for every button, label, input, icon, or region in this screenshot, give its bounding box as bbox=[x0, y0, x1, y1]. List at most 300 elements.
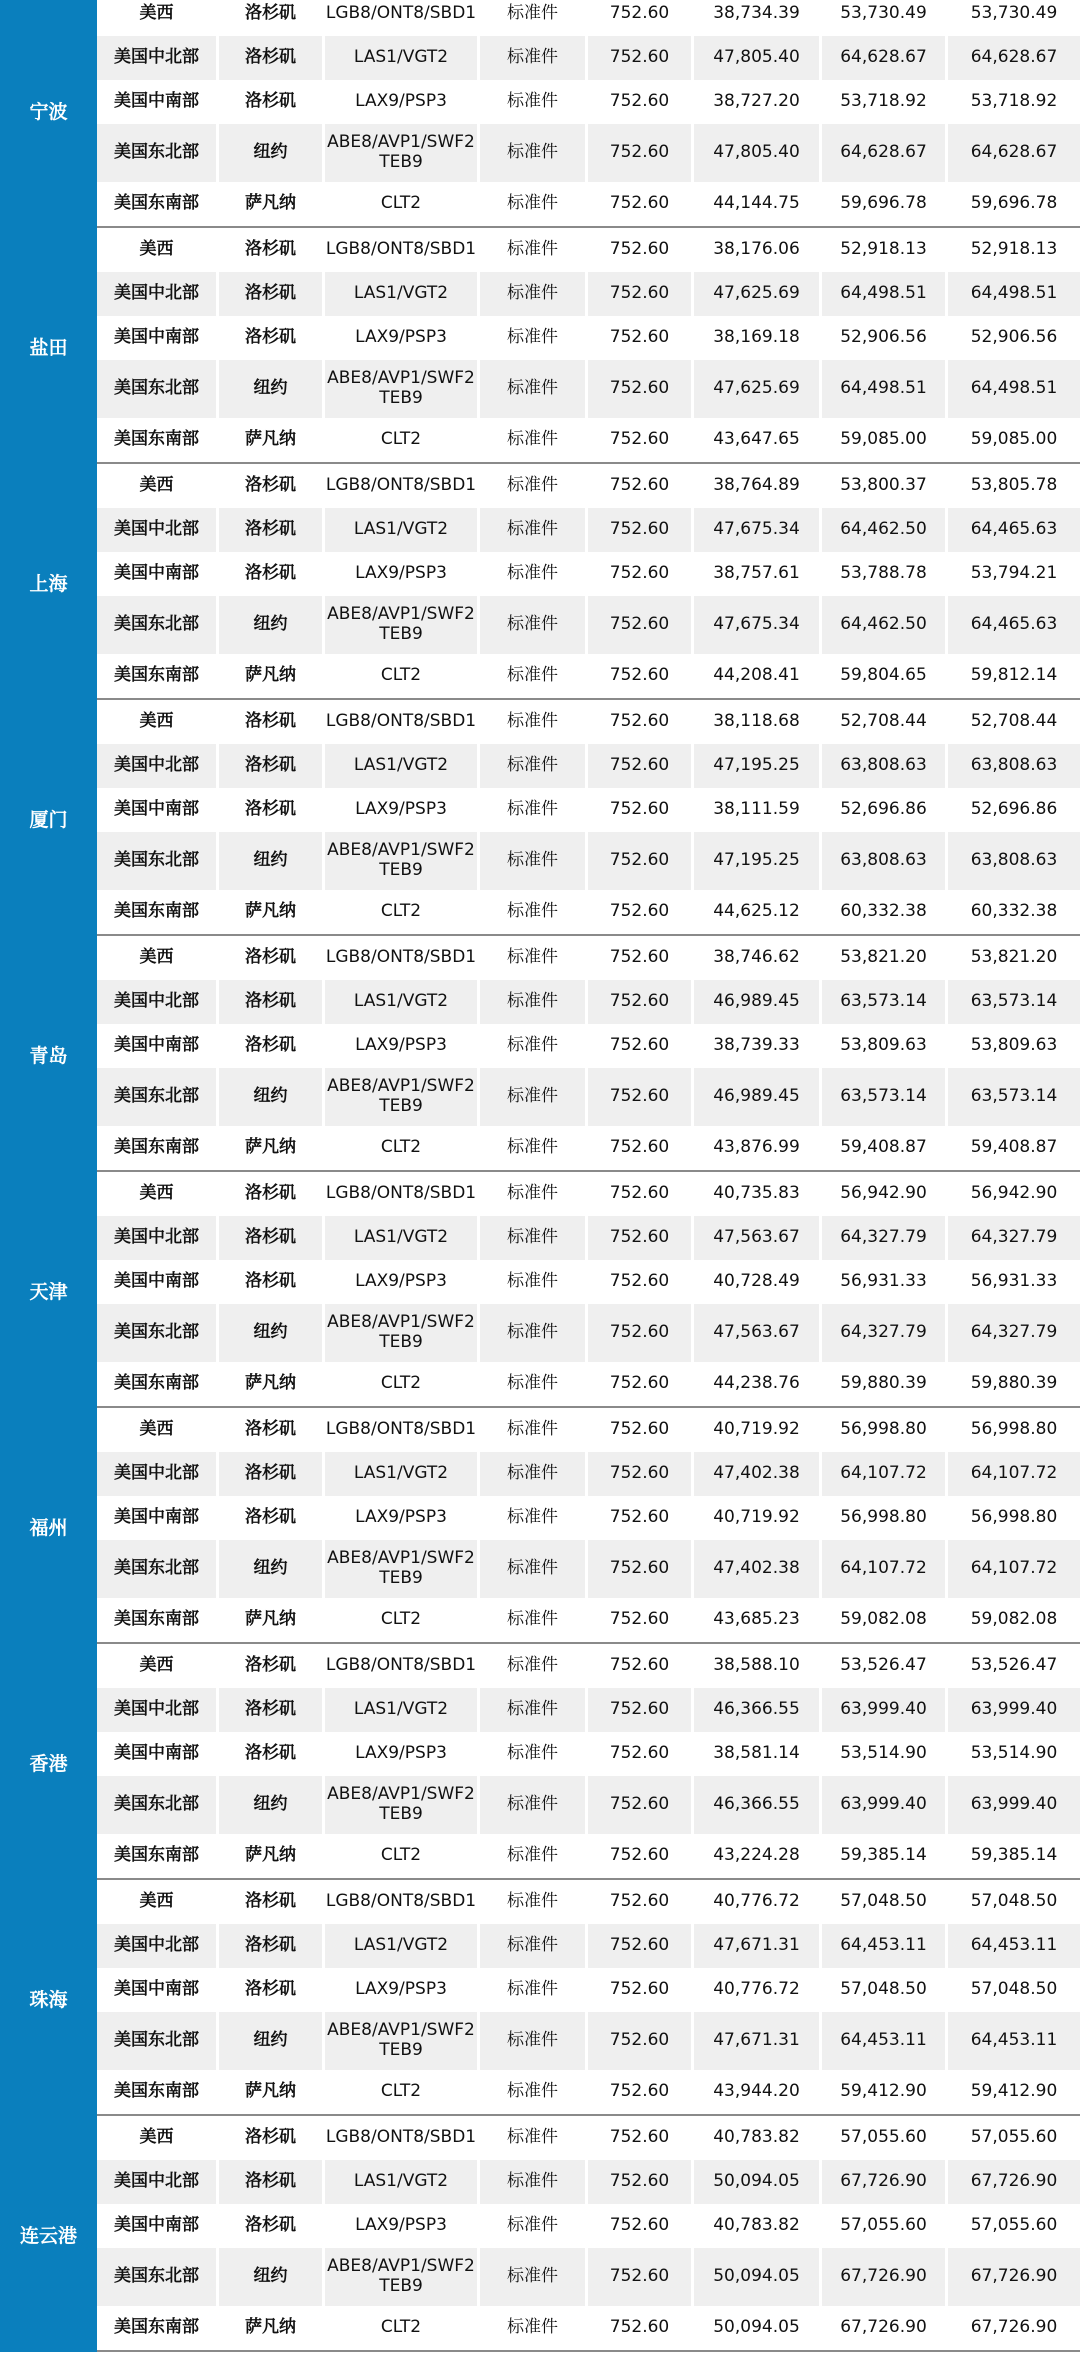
price-1-cell: 47,671.31 bbox=[694, 2012, 822, 2070]
city-cell: 洛杉矶 bbox=[219, 2160, 325, 2204]
city-cell: 萨凡纳 bbox=[219, 2070, 325, 2114]
price-3-cell: 59,412.90 bbox=[970, 2081, 1058, 2102]
type-cell: 标准件 bbox=[480, 1496, 588, 1540]
type-cell: 标准件 bbox=[480, 2012, 588, 2070]
table-row bbox=[97, 1496, 1080, 1540]
price-1-cell: 40,719.92 bbox=[694, 1496, 822, 1540]
warehouse-cell: ABE8/AVP1/SWF2 TEB9 bbox=[325, 1540, 480, 1598]
price-3-cell: 67,726.90 bbox=[948, 2248, 1080, 2306]
type-cell: 标准件 bbox=[480, 744, 588, 788]
city-cell: 洛杉矶 bbox=[219, 936, 325, 980]
type-cell: 标准件 bbox=[480, 1024, 588, 1068]
city-cell: 洛杉矶 bbox=[219, 1260, 325, 1304]
price-1-cell: 40,728.49 bbox=[694, 1260, 822, 1304]
table-row bbox=[97, 1068, 1080, 1126]
table-row bbox=[97, 182, 1080, 226]
warehouse-cell: CLT2 bbox=[325, 2070, 480, 2114]
price-3-cell: 64,465.63 bbox=[948, 508, 1080, 552]
price-1-cell: 38,727.20 bbox=[694, 80, 822, 124]
city-cell: 纽约 bbox=[219, 1068, 325, 1126]
unit-price-cell: 752.60 bbox=[588, 1126, 694, 1170]
table-row bbox=[97, 464, 1080, 508]
warehouse-cell: LGB8/ONT8/SBD1 bbox=[325, 464, 480, 508]
port-block bbox=[0, 1172, 1080, 1408]
port-block bbox=[0, 1408, 1080, 1644]
city-cell: 萨凡纳 bbox=[219, 418, 325, 462]
unit-price-cell: 752.60 bbox=[588, 744, 694, 788]
region-cell: 美西 bbox=[97, 1880, 219, 1924]
type-cell: 标准件 bbox=[480, 360, 588, 418]
type-cell: 标准件 bbox=[480, 552, 588, 596]
unit-price-cell: 752.60 bbox=[588, 700, 694, 744]
unit-price-cell: 752.60 bbox=[588, 1688, 694, 1732]
region-cell: 美西 bbox=[97, 936, 219, 980]
price-3-cell: 59,085.00 bbox=[970, 429, 1058, 450]
type-cell: 标准件 bbox=[480, 1126, 588, 1170]
warehouse-cell: LAX9/PSP3 bbox=[325, 316, 480, 360]
price-2-cell: 64,453.11 bbox=[822, 1924, 948, 1968]
price-1-cell: 46,989.45 bbox=[694, 980, 822, 1024]
warehouse-cell: LAS1/VGT2 bbox=[325, 1216, 480, 1260]
price-2-cell: 64,462.50 bbox=[822, 508, 948, 552]
type-cell: 标准件 bbox=[480, 1598, 588, 1642]
price-2-cell: 64,628.67 bbox=[822, 124, 948, 182]
region-cell: 美西 bbox=[97, 0, 219, 36]
type-cell: 标准件 bbox=[480, 832, 588, 890]
price-1-cell: 38,746.62 bbox=[694, 936, 822, 980]
type-cell: 标准件 bbox=[480, 700, 588, 744]
city-cell: 洛杉矶 bbox=[219, 1968, 325, 2012]
unit-price-cell: 752.60 bbox=[588, 1172, 694, 1216]
price-2-cell: 64,107.72 bbox=[822, 1540, 948, 1598]
region-cell: 美国中北部 bbox=[97, 272, 219, 316]
price-3-cell: 59,082.08 bbox=[970, 1609, 1058, 1630]
price-3-cell: 64,453.11 bbox=[948, 2012, 1080, 2070]
price-1-cell: 47,563.67 bbox=[694, 1304, 822, 1362]
warehouse-cell: CLT2 bbox=[325, 890, 480, 934]
table-row bbox=[97, 1732, 1080, 1776]
city-cell: 纽约 bbox=[219, 1540, 325, 1598]
region-cell: 美西 bbox=[97, 1408, 219, 1452]
table-row bbox=[97, 1172, 1080, 1216]
warehouse-cell: LAS1/VGT2 bbox=[325, 2160, 480, 2204]
price-3-cell: 64,628.67 bbox=[948, 124, 1080, 182]
price-1-cell: 43,876.99 bbox=[694, 1126, 822, 1170]
table-row bbox=[97, 2012, 1080, 2070]
price-2-cell: 63,999.40 bbox=[822, 1776, 948, 1834]
unit-price-cell: 752.60 bbox=[588, 2116, 694, 2160]
city-cell: 洛杉矶 bbox=[219, 228, 325, 272]
type-cell: 标准件 bbox=[480, 80, 588, 124]
price-1-cell: 38,176.06 bbox=[694, 228, 822, 272]
type-cell: 标准件 bbox=[480, 1968, 588, 2012]
price-3-cell: 59,385.14 bbox=[970, 1845, 1058, 1866]
unit-price-cell: 752.60 bbox=[588, 936, 694, 980]
block-divider bbox=[97, 2350, 1080, 2352]
warehouse-cell: LAX9/PSP3 bbox=[325, 552, 480, 596]
price-2-cell: 52,906.56 bbox=[822, 316, 948, 360]
price-1-cell: 47,671.31 bbox=[694, 1924, 822, 1968]
city-cell: 洛杉矶 bbox=[219, 1644, 325, 1688]
type-cell: 标准件 bbox=[480, 1688, 588, 1732]
price-2-cell: 63,808.63 bbox=[822, 832, 948, 890]
port-label: 厦门 bbox=[0, 700, 97, 937]
type-cell: 标准件 bbox=[480, 2306, 588, 2350]
type-cell: 标准件 bbox=[480, 788, 588, 832]
region-cell: 美国中北部 bbox=[97, 1924, 219, 1968]
price-3-cell: 53,730.49 bbox=[970, 3, 1058, 24]
warehouse-cell: ABE8/AVP1/SWF2 TEB9 bbox=[325, 1776, 480, 1834]
region-cell: 美国东北部 bbox=[97, 2248, 219, 2306]
unit-price-cell: 752.60 bbox=[588, 1496, 694, 1540]
price-3-cell: 53,718.92 bbox=[970, 91, 1058, 112]
warehouse-cell: CLT2 bbox=[325, 1598, 480, 1642]
warehouse-cell: LAS1/VGT2 bbox=[325, 36, 480, 80]
price-1-cell: 43,944.20 bbox=[694, 2070, 822, 2114]
city-cell: 洛杉矶 bbox=[219, 1732, 325, 1776]
unit-price-cell: 752.60 bbox=[588, 1644, 694, 1688]
price-1-cell: 47,402.38 bbox=[694, 1540, 822, 1598]
table-row bbox=[97, 124, 1080, 182]
price-3-cell: 63,808.63 bbox=[948, 832, 1080, 890]
warehouse-cell: LAX9/PSP3 bbox=[325, 1496, 480, 1540]
price-2-cell: 57,055.60 bbox=[822, 2116, 948, 2160]
price-3-cell: 64,327.79 bbox=[948, 1216, 1080, 1260]
price-2-cell: 56,998.80 bbox=[822, 1408, 948, 1452]
table-row bbox=[97, 1540, 1080, 1598]
city-cell: 洛杉矶 bbox=[219, 1408, 325, 1452]
unit-price-cell: 752.60 bbox=[588, 360, 694, 418]
type-cell: 标准件 bbox=[480, 936, 588, 980]
price-3-cell: 63,999.40 bbox=[948, 1688, 1080, 1732]
price-3-cell: 63,808.63 bbox=[948, 744, 1080, 788]
price-1-cell: 38,581.14 bbox=[694, 1732, 822, 1776]
warehouse-cell: CLT2 bbox=[325, 1834, 480, 1878]
price-2-cell: 64,628.67 bbox=[822, 36, 948, 80]
table-row bbox=[97, 272, 1080, 316]
price-1-cell: 46,366.55 bbox=[694, 1776, 822, 1834]
warehouse-cell: CLT2 bbox=[325, 654, 480, 698]
region-cell: 美国中北部 bbox=[97, 1452, 219, 1496]
unit-price-cell: 752.60 bbox=[588, 654, 694, 698]
price-1-cell: 44,625.12 bbox=[694, 890, 822, 934]
warehouse-cell: ABE8/AVP1/SWF2 TEB9 bbox=[325, 2248, 480, 2306]
price-2-cell: 64,327.79 bbox=[822, 1216, 948, 1260]
price-1-cell: 40,776.72 bbox=[694, 1968, 822, 2012]
warehouse-cell: LGB8/ONT8/SBD1 bbox=[325, 1408, 480, 1452]
warehouse-cell: ABE8/AVP1/SWF2 TEB9 bbox=[325, 1068, 480, 1126]
city-cell: 萨凡纳 bbox=[219, 182, 325, 226]
price-1-cell: 40,735.83 bbox=[694, 1172, 822, 1216]
unit-price-cell: 752.60 bbox=[588, 316, 694, 360]
region-cell: 美国中南部 bbox=[97, 552, 219, 596]
unit-price-cell: 752.60 bbox=[588, 272, 694, 316]
region-cell: 美国东北部 bbox=[97, 1776, 219, 1834]
price-2-cell: 63,808.63 bbox=[822, 744, 948, 788]
price-2-cell: 53,526.47 bbox=[822, 1644, 948, 1688]
price-2-cell: 59,412.90 bbox=[822, 2070, 948, 2114]
port-block bbox=[0, 2116, 1080, 2352]
warehouse-cell: ABE8/AVP1/SWF2 TEB9 bbox=[325, 1304, 480, 1362]
table-row bbox=[97, 1304, 1080, 1362]
region-cell: 美国中南部 bbox=[97, 316, 219, 360]
unit-price-cell: 752.60 bbox=[588, 1408, 694, 1452]
unit-price-cell: 752.60 bbox=[588, 1304, 694, 1362]
unit-price-cell: 752.60 bbox=[588, 182, 694, 226]
city-cell: 洛杉矶 bbox=[219, 464, 325, 508]
price-2-cell: 59,880.39 bbox=[822, 1362, 948, 1406]
price-1-cell: 47,195.25 bbox=[694, 744, 822, 788]
warehouse-cell: LAS1/VGT2 bbox=[325, 272, 480, 316]
price-3-cell: 53,821.20 bbox=[970, 947, 1058, 968]
type-cell: 标准件 bbox=[480, 1408, 588, 1452]
table-row bbox=[97, 1362, 1080, 1406]
region-cell: 美国东北部 bbox=[97, 1540, 219, 1598]
table-row bbox=[97, 1776, 1080, 1834]
price-3-cell: 64,465.63 bbox=[948, 596, 1080, 654]
type-cell: 标准件 bbox=[480, 36, 588, 80]
unit-price-cell: 752.60 bbox=[588, 2012, 694, 2070]
type-cell: 标准件 bbox=[480, 316, 588, 360]
warehouse-cell: LAX9/PSP3 bbox=[325, 80, 480, 124]
warehouse-cell: LAS1/VGT2 bbox=[325, 1688, 480, 1732]
type-cell: 标准件 bbox=[480, 2070, 588, 2114]
price-2-cell: 63,573.14 bbox=[822, 1068, 948, 1126]
table-row bbox=[97, 2248, 1080, 2306]
region-cell: 美国中北部 bbox=[97, 744, 219, 788]
region-cell: 美国东南部 bbox=[97, 1362, 219, 1406]
unit-price-cell: 752.60 bbox=[588, 596, 694, 654]
type-cell: 标准件 bbox=[480, 890, 588, 934]
price-2-cell: 64,462.50 bbox=[822, 596, 948, 654]
port-label: 福州 bbox=[0, 1408, 97, 1645]
price-2-cell: 63,999.40 bbox=[822, 1688, 948, 1732]
price-1-cell: 40,719.92 bbox=[694, 1408, 822, 1452]
price-2-cell: 57,055.60 bbox=[822, 2204, 948, 2248]
unit-price-cell: 752.60 bbox=[588, 1776, 694, 1834]
unit-price-cell: 752.60 bbox=[588, 1068, 694, 1126]
city-cell: 纽约 bbox=[219, 832, 325, 890]
city-cell: 纽约 bbox=[219, 124, 325, 182]
region-cell: 美国东北部 bbox=[97, 1068, 219, 1126]
price-1-cell: 47,675.34 bbox=[694, 508, 822, 552]
table-row bbox=[97, 2116, 1080, 2160]
price-1-cell: 40,783.82 bbox=[694, 2116, 822, 2160]
price-3-cell: 56,998.80 bbox=[970, 1419, 1058, 1440]
price-3-cell: 53,794.21 bbox=[970, 563, 1058, 584]
price-1-cell: 47,805.40 bbox=[694, 36, 822, 80]
price-2-cell: 53,718.92 bbox=[822, 80, 948, 124]
price-3-cell: 57,055.60 bbox=[970, 2127, 1058, 2148]
unit-price-cell: 752.60 bbox=[588, 1540, 694, 1598]
warehouse-cell: CLT2 bbox=[325, 418, 480, 462]
table-row bbox=[97, 1216, 1080, 1260]
price-1-cell: 43,685.23 bbox=[694, 1598, 822, 1642]
region-cell: 美国中南部 bbox=[97, 1968, 219, 2012]
table-row bbox=[97, 2306, 1080, 2350]
price-1-cell: 46,366.55 bbox=[694, 1688, 822, 1732]
table-row bbox=[97, 1024, 1080, 1068]
city-cell: 洛杉矶 bbox=[219, 316, 325, 360]
table-row bbox=[97, 80, 1080, 124]
price-1-cell: 38,118.68 bbox=[694, 700, 822, 744]
unit-price-cell: 752.60 bbox=[588, 1834, 694, 1878]
city-cell: 萨凡纳 bbox=[219, 654, 325, 698]
warehouse-cell: LGB8/ONT8/SBD1 bbox=[325, 936, 480, 980]
price-1-cell: 47,805.40 bbox=[694, 124, 822, 182]
table-row bbox=[97, 1924, 1080, 1968]
price-3-cell: 53,809.63 bbox=[970, 1035, 1058, 1056]
region-cell: 美国东北部 bbox=[97, 2012, 219, 2070]
city-cell: 萨凡纳 bbox=[219, 1362, 325, 1406]
price-1-cell: 44,208.41 bbox=[694, 654, 822, 698]
price-1-cell: 47,625.69 bbox=[694, 272, 822, 316]
price-3-cell: 64,453.11 bbox=[948, 1924, 1080, 1968]
type-cell: 标准件 bbox=[480, 1216, 588, 1260]
price-3-cell: 56,998.80 bbox=[970, 1507, 1058, 1528]
price-1-cell: 38,734.39 bbox=[694, 0, 822, 36]
unit-price-cell: 752.60 bbox=[588, 1452, 694, 1496]
unit-price-cell: 752.60 bbox=[588, 2160, 694, 2204]
price-1-cell: 38,739.33 bbox=[694, 1024, 822, 1068]
city-cell: 洛杉矶 bbox=[219, 1172, 325, 1216]
region-cell: 美国中南部 bbox=[97, 1260, 219, 1304]
city-cell: 洛杉矶 bbox=[219, 272, 325, 316]
price-3-cell: 57,048.50 bbox=[970, 1891, 1058, 1912]
price-2-cell: 53,514.90 bbox=[822, 1732, 948, 1776]
price-2-cell: 56,931.33 bbox=[822, 1260, 948, 1304]
type-cell: 标准件 bbox=[480, 418, 588, 462]
type-cell: 标准件 bbox=[480, 1880, 588, 1924]
price-3-cell: 52,918.13 bbox=[970, 239, 1058, 260]
warehouse-cell: ABE8/AVP1/SWF2 TEB9 bbox=[325, 832, 480, 890]
price-1-cell: 47,625.69 bbox=[694, 360, 822, 418]
warehouse-cell: LAX9/PSP3 bbox=[325, 1260, 480, 1304]
price-2-cell: 59,696.78 bbox=[822, 182, 948, 226]
type-cell: 标准件 bbox=[480, 1362, 588, 1406]
price-1-cell: 38,764.89 bbox=[694, 464, 822, 508]
region-cell: 美国东南部 bbox=[97, 654, 219, 698]
table-row bbox=[97, 1688, 1080, 1732]
price-3-cell: 52,708.44 bbox=[970, 711, 1058, 732]
unit-price-cell: 752.60 bbox=[588, 124, 694, 182]
price-2-cell: 59,082.08 bbox=[822, 1598, 948, 1642]
warehouse-cell: LGB8/ONT8/SBD1 bbox=[325, 228, 480, 272]
price-3-cell: 63,999.40 bbox=[948, 1776, 1080, 1834]
warehouse-cell: LGB8/ONT8/SBD1 bbox=[325, 700, 480, 744]
price-2-cell: 60,332.38 bbox=[822, 890, 948, 934]
port-block bbox=[0, 1644, 1080, 1880]
city-cell: 洛杉矶 bbox=[219, 36, 325, 80]
table-row bbox=[97, 552, 1080, 596]
region-cell: 美国中南部 bbox=[97, 2204, 219, 2248]
type-cell: 标准件 bbox=[480, 1540, 588, 1598]
price-2-cell: 67,726.90 bbox=[822, 2160, 948, 2204]
price-3-cell: 64,498.51 bbox=[948, 272, 1080, 316]
region-cell: 美西 bbox=[97, 1644, 219, 1688]
table-row bbox=[97, 596, 1080, 654]
price-2-cell: 52,696.86 bbox=[822, 788, 948, 832]
warehouse-cell: LAX9/PSP3 bbox=[325, 788, 480, 832]
table-row bbox=[97, 1968, 1080, 2012]
region-cell: 美国中北部 bbox=[97, 980, 219, 1024]
region-cell: 美国中南部 bbox=[97, 1732, 219, 1776]
unit-price-cell: 752.60 bbox=[588, 552, 694, 596]
warehouse-cell: LGB8/ONT8/SBD1 bbox=[325, 0, 480, 36]
region-cell: 美国东南部 bbox=[97, 2306, 219, 2350]
warehouse-cell: ABE8/AVP1/SWF2 TEB9 bbox=[325, 2012, 480, 2070]
port-label: 珠海 bbox=[0, 1880, 97, 2117]
price-3-cell: 63,573.14 bbox=[948, 1068, 1080, 1126]
warehouse-cell: LAX9/PSP3 bbox=[325, 2204, 480, 2248]
type-cell: 标准件 bbox=[480, 596, 588, 654]
table-row bbox=[97, 1880, 1080, 1924]
region-cell: 美国东北部 bbox=[97, 596, 219, 654]
price-2-cell: 53,788.78 bbox=[822, 552, 948, 596]
city-cell: 洛杉矶 bbox=[219, 1924, 325, 1968]
unit-price-cell: 752.60 bbox=[588, 832, 694, 890]
price-2-cell: 53,800.37 bbox=[822, 464, 948, 508]
unit-price-cell: 752.60 bbox=[588, 1362, 694, 1406]
port-label: 盐田 bbox=[0, 228, 97, 465]
price-3-cell: 67,726.90 bbox=[948, 2160, 1080, 2204]
type-cell: 标准件 bbox=[480, 980, 588, 1024]
city-cell: 萨凡纳 bbox=[219, 1598, 325, 1642]
price-2-cell: 67,726.90 bbox=[822, 2248, 948, 2306]
type-cell: 标准件 bbox=[480, 1644, 588, 1688]
table-row bbox=[97, 360, 1080, 418]
region-cell: 美国东南部 bbox=[97, 1598, 219, 1642]
table-row bbox=[97, 936, 1080, 980]
price-1-cell: 47,195.25 bbox=[694, 832, 822, 890]
table-row bbox=[97, 418, 1080, 462]
price-3-cell: 64,628.67 bbox=[948, 36, 1080, 80]
price-1-cell: 38,588.10 bbox=[694, 1644, 822, 1688]
price-2-cell: 64,498.51 bbox=[822, 360, 948, 418]
price-2-cell: 59,804.65 bbox=[822, 654, 948, 698]
price-3-cell: 63,573.14 bbox=[948, 980, 1080, 1024]
unit-price-cell: 752.60 bbox=[588, 1924, 694, 1968]
unit-price-cell: 752.60 bbox=[588, 2204, 694, 2248]
unit-price-cell: 752.60 bbox=[588, 2248, 694, 2306]
warehouse-cell: LAS1/VGT2 bbox=[325, 1924, 480, 1968]
price-3-cell: 59,408.87 bbox=[970, 1137, 1058, 1158]
city-cell: 洛杉矶 bbox=[219, 1880, 325, 1924]
unit-price-cell: 752.60 bbox=[588, 980, 694, 1024]
table-row bbox=[97, 788, 1080, 832]
unit-price-cell: 752.60 bbox=[588, 228, 694, 272]
unit-price-cell: 752.60 bbox=[588, 788, 694, 832]
region-cell: 美国中北部 bbox=[97, 1216, 219, 1260]
port-block bbox=[0, 936, 1080, 1172]
price-3-cell: 56,931.33 bbox=[970, 1271, 1058, 1292]
price-1-cell: 43,224.28 bbox=[694, 1834, 822, 1878]
region-cell: 美西 bbox=[97, 2116, 219, 2160]
table-row bbox=[97, 700, 1080, 744]
price-2-cell: 64,498.51 bbox=[822, 272, 948, 316]
table-row bbox=[97, 890, 1080, 934]
region-cell: 美国东南部 bbox=[97, 1126, 219, 1170]
price-3-cell: 59,696.78 bbox=[970, 193, 1058, 214]
type-cell: 标准件 bbox=[480, 272, 588, 316]
warehouse-cell: CLT2 bbox=[325, 1362, 480, 1406]
city-cell: 纽约 bbox=[219, 1776, 325, 1834]
region-cell: 美国东北部 bbox=[97, 832, 219, 890]
price-3-cell: 67,726.90 bbox=[970, 2317, 1058, 2338]
price-2-cell: 52,918.13 bbox=[822, 228, 948, 272]
type-cell: 标准件 bbox=[480, 1304, 588, 1362]
price-3-cell: 64,327.79 bbox=[948, 1304, 1080, 1362]
